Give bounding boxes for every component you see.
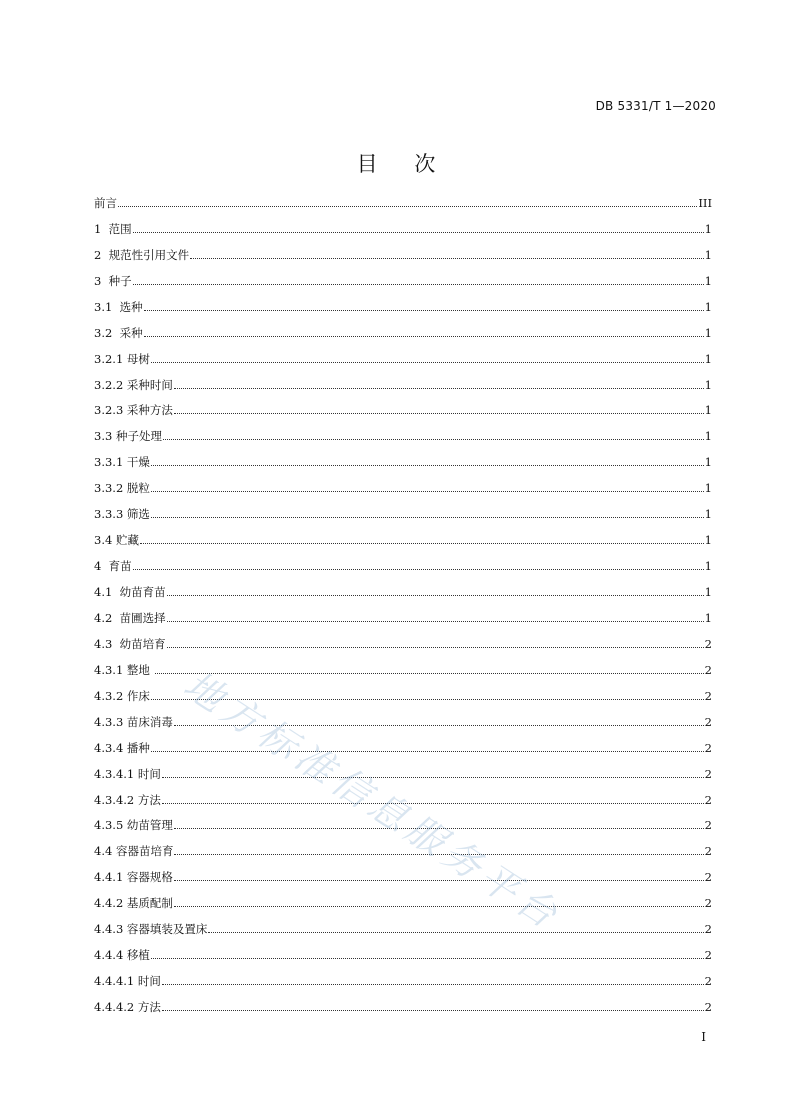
toc-entry-label: 4.4.2 基质配制 [94, 896, 173, 911]
toc-leader-dots [140, 543, 704, 544]
toc-leader-dots [151, 517, 704, 518]
toc-entry[interactable] [94, 392, 712, 418]
toc-entry-page: 2 [704, 740, 712, 755]
toc-leader-dots [208, 932, 703, 933]
toc-entry-page: 2 [704, 922, 712, 937]
document-code: DB 5331/T 1—2020 [595, 99, 716, 113]
toc-entry-label: 4.4.4.2 方法 [94, 1000, 161, 1014]
toc-entry-page: 2 [704, 714, 712, 729]
toc-entry-label: 4 育苗 [94, 559, 132, 574]
toc-entry-page: 1 [704, 299, 712, 314]
toc-entry-label: 4.4.1 容器规格 [94, 870, 173, 885]
toc-leader-dots [155, 673, 704, 674]
toc-entry-label: 4.3.4.1 时间 [94, 766, 161, 781]
toc-entry-label: 4.4.3 容器填装及置床 [94, 922, 208, 937]
toc-entry-page: 1 [704, 351, 712, 366]
toc-entry-page: 1 [704, 377, 712, 392]
toc-entry[interactable] [94, 366, 712, 392]
toc-entry-label: 3.3.1 干燥 [94, 455, 150, 470]
toc-entry[interactable] [94, 755, 712, 781]
toc-entry-label: 4.1 幼苗育苗 [94, 585, 166, 599]
toc-entry-page: 2 [704, 870, 712, 885]
toc-entry[interactable] [94, 288, 712, 314]
toc-entry[interactable] [94, 262, 712, 288]
toc-leader-dots [151, 465, 704, 466]
toc-leader-dots [174, 906, 704, 907]
toc-entry-label: 3 种子 [94, 273, 132, 288]
page-number: I [701, 1030, 706, 1044]
toc-leader-dots [190, 258, 704, 259]
toc-entry-page: 1 [704, 455, 712, 470]
toc-entry-label: 2 规范性引用文件 [94, 247, 190, 262]
toc-entry[interactable] [94, 314, 712, 340]
toc-leader-dots [144, 336, 704, 337]
toc-entry-page: 2 [704, 948, 712, 963]
toc-leader-dots [162, 777, 704, 778]
toc-leader-dots [151, 751, 704, 752]
toc-entry-label: 前言 [94, 195, 117, 210]
toc-leader-dots [167, 595, 704, 596]
toc-leader-dots [118, 206, 697, 207]
toc-entry[interactable] [94, 910, 712, 936]
toc-entry-label: 4.3 幼苗培育 [94, 636, 166, 651]
toc-entry-page: 1 [704, 610, 712, 625]
toc-entry-label: 4.3.4.2 方法 [94, 792, 161, 807]
toc-leader-dots [151, 362, 704, 363]
toc-entry[interactable] [94, 417, 712, 443]
toc-entry[interactable] [94, 651, 712, 677]
toc-entry-page: 2 [704, 818, 712, 833]
toc-entry-page: 2 [704, 844, 712, 859]
toc-entry[interactable] [94, 236, 712, 262]
toc-entry[interactable] [94, 521, 712, 547]
toc-entry[interactable] [94, 469, 712, 495]
toc-entry-page: 1 [704, 403, 712, 418]
toc-entry-label: 4.3.1 整地 [94, 662, 154, 677]
toc-leader-dots [163, 439, 704, 440]
toc-entry-page: 2 [704, 974, 712, 989]
toc-entry-page: 2 [704, 766, 712, 781]
table-of-contents [94, 184, 712, 1014]
toc-entry-page: 2 [704, 636, 712, 651]
toc-entry-page: 1 [704, 481, 712, 496]
toc-entry-label: 3.3.2 脱粒 [94, 481, 150, 496]
toc-entry-label: 4.4.4 移植 [94, 948, 150, 963]
toc-entry-page: 2 [704, 792, 712, 807]
toc-leader-dots [151, 491, 704, 492]
toc-leader-dots [133, 232, 704, 233]
toc-entry[interactable] [94, 884, 712, 910]
toc-entry-page: 1 [704, 585, 712, 599]
toc-entry-label: 3.3 种子处理 [94, 429, 162, 444]
toc-entry-page: 1 [704, 533, 712, 548]
toc-entry-label: 3.2 采种 [94, 325, 143, 340]
toc-entry-page: 1 [704, 273, 712, 288]
toc-entry[interactable] [94, 495, 712, 521]
toc-entry[interactable] [94, 184, 712, 210]
toc-leader-dots [167, 621, 704, 622]
toc-leader-dots [162, 1010, 704, 1011]
watermark-text: 地方标准信息服务平台 [176, 662, 570, 940]
toc-entry-label: 3.1 选种 [94, 299, 143, 314]
toc-entry-label: 4.3.4 播种 [94, 740, 150, 755]
toc-leader-dots [174, 880, 704, 881]
toc-leader-dots [174, 388, 704, 389]
toc-entry-page: 1 [704, 559, 712, 574]
toc-entry-page: III [698, 195, 712, 210]
toc-entry[interactable] [94, 988, 712, 1014]
toc-entry-label: 3.2.3 采种方法 [94, 403, 173, 418]
toc-entry[interactable] [94, 599, 712, 625]
toc-leader-dots [151, 958, 704, 959]
toc-leader-dots [144, 310, 704, 311]
toc-entry-label: 4.3.3 苗床消毒 [94, 714, 173, 729]
toc-entry-label: 4.4 容器苗培育 [94, 844, 174, 859]
toc-entry-label: 1 范围 [94, 221, 132, 236]
toc-entry[interactable] [94, 340, 712, 366]
toc-entry[interactable] [94, 962, 712, 988]
toc-entry-label: 3.2.1 母树 [94, 351, 150, 366]
toc-entry-page: 1 [704, 429, 712, 444]
toc-leader-dots [174, 413, 704, 414]
toc-entry-label: 3.3.3 筛选 [94, 507, 150, 522]
toc-leader-dots [162, 984, 704, 985]
toc-title: 目 次 [356, 152, 436, 176]
toc-entry-page: 2 [704, 688, 712, 703]
toc-entry[interactable] [94, 625, 712, 651]
toc-entry[interactable] [94, 547, 712, 573]
toc-entry-label: 4.4.4.1 时间 [94, 974, 161, 989]
toc-entry-page: 1 [704, 325, 712, 340]
toc-entry-page: 1 [704, 221, 712, 236]
toc-entry-page: 2 [704, 662, 712, 677]
toc-entry-page: 1 [704, 507, 712, 522]
toc-entry[interactable] [94, 443, 712, 469]
toc-entry-label: 4.3.2 作床 [94, 688, 150, 703]
toc-entry[interactable] [94, 573, 712, 599]
toc-leader-dots [133, 569, 704, 570]
toc-entry-page: 2 [704, 896, 712, 911]
toc-entry-label: 4.2 苗圃选择 [94, 610, 166, 625]
toc-entry-label: 3.2.2 采种时间 [94, 377, 173, 392]
toc-entry[interactable] [94, 858, 712, 884]
toc-leader-dots [133, 284, 704, 285]
toc-entry[interactable] [94, 936, 712, 962]
toc-entry-label: 4.3.5 幼苗管理 [94, 818, 173, 833]
toc-leader-dots [167, 647, 704, 648]
toc-entry-page: 2 [704, 1000, 712, 1014]
toc-entry[interactable] [94, 210, 712, 236]
toc-entry[interactable] [94, 729, 712, 755]
toc-entry-page: 1 [704, 247, 712, 262]
toc-entry-label: 3.4 贮藏 [94, 533, 139, 548]
